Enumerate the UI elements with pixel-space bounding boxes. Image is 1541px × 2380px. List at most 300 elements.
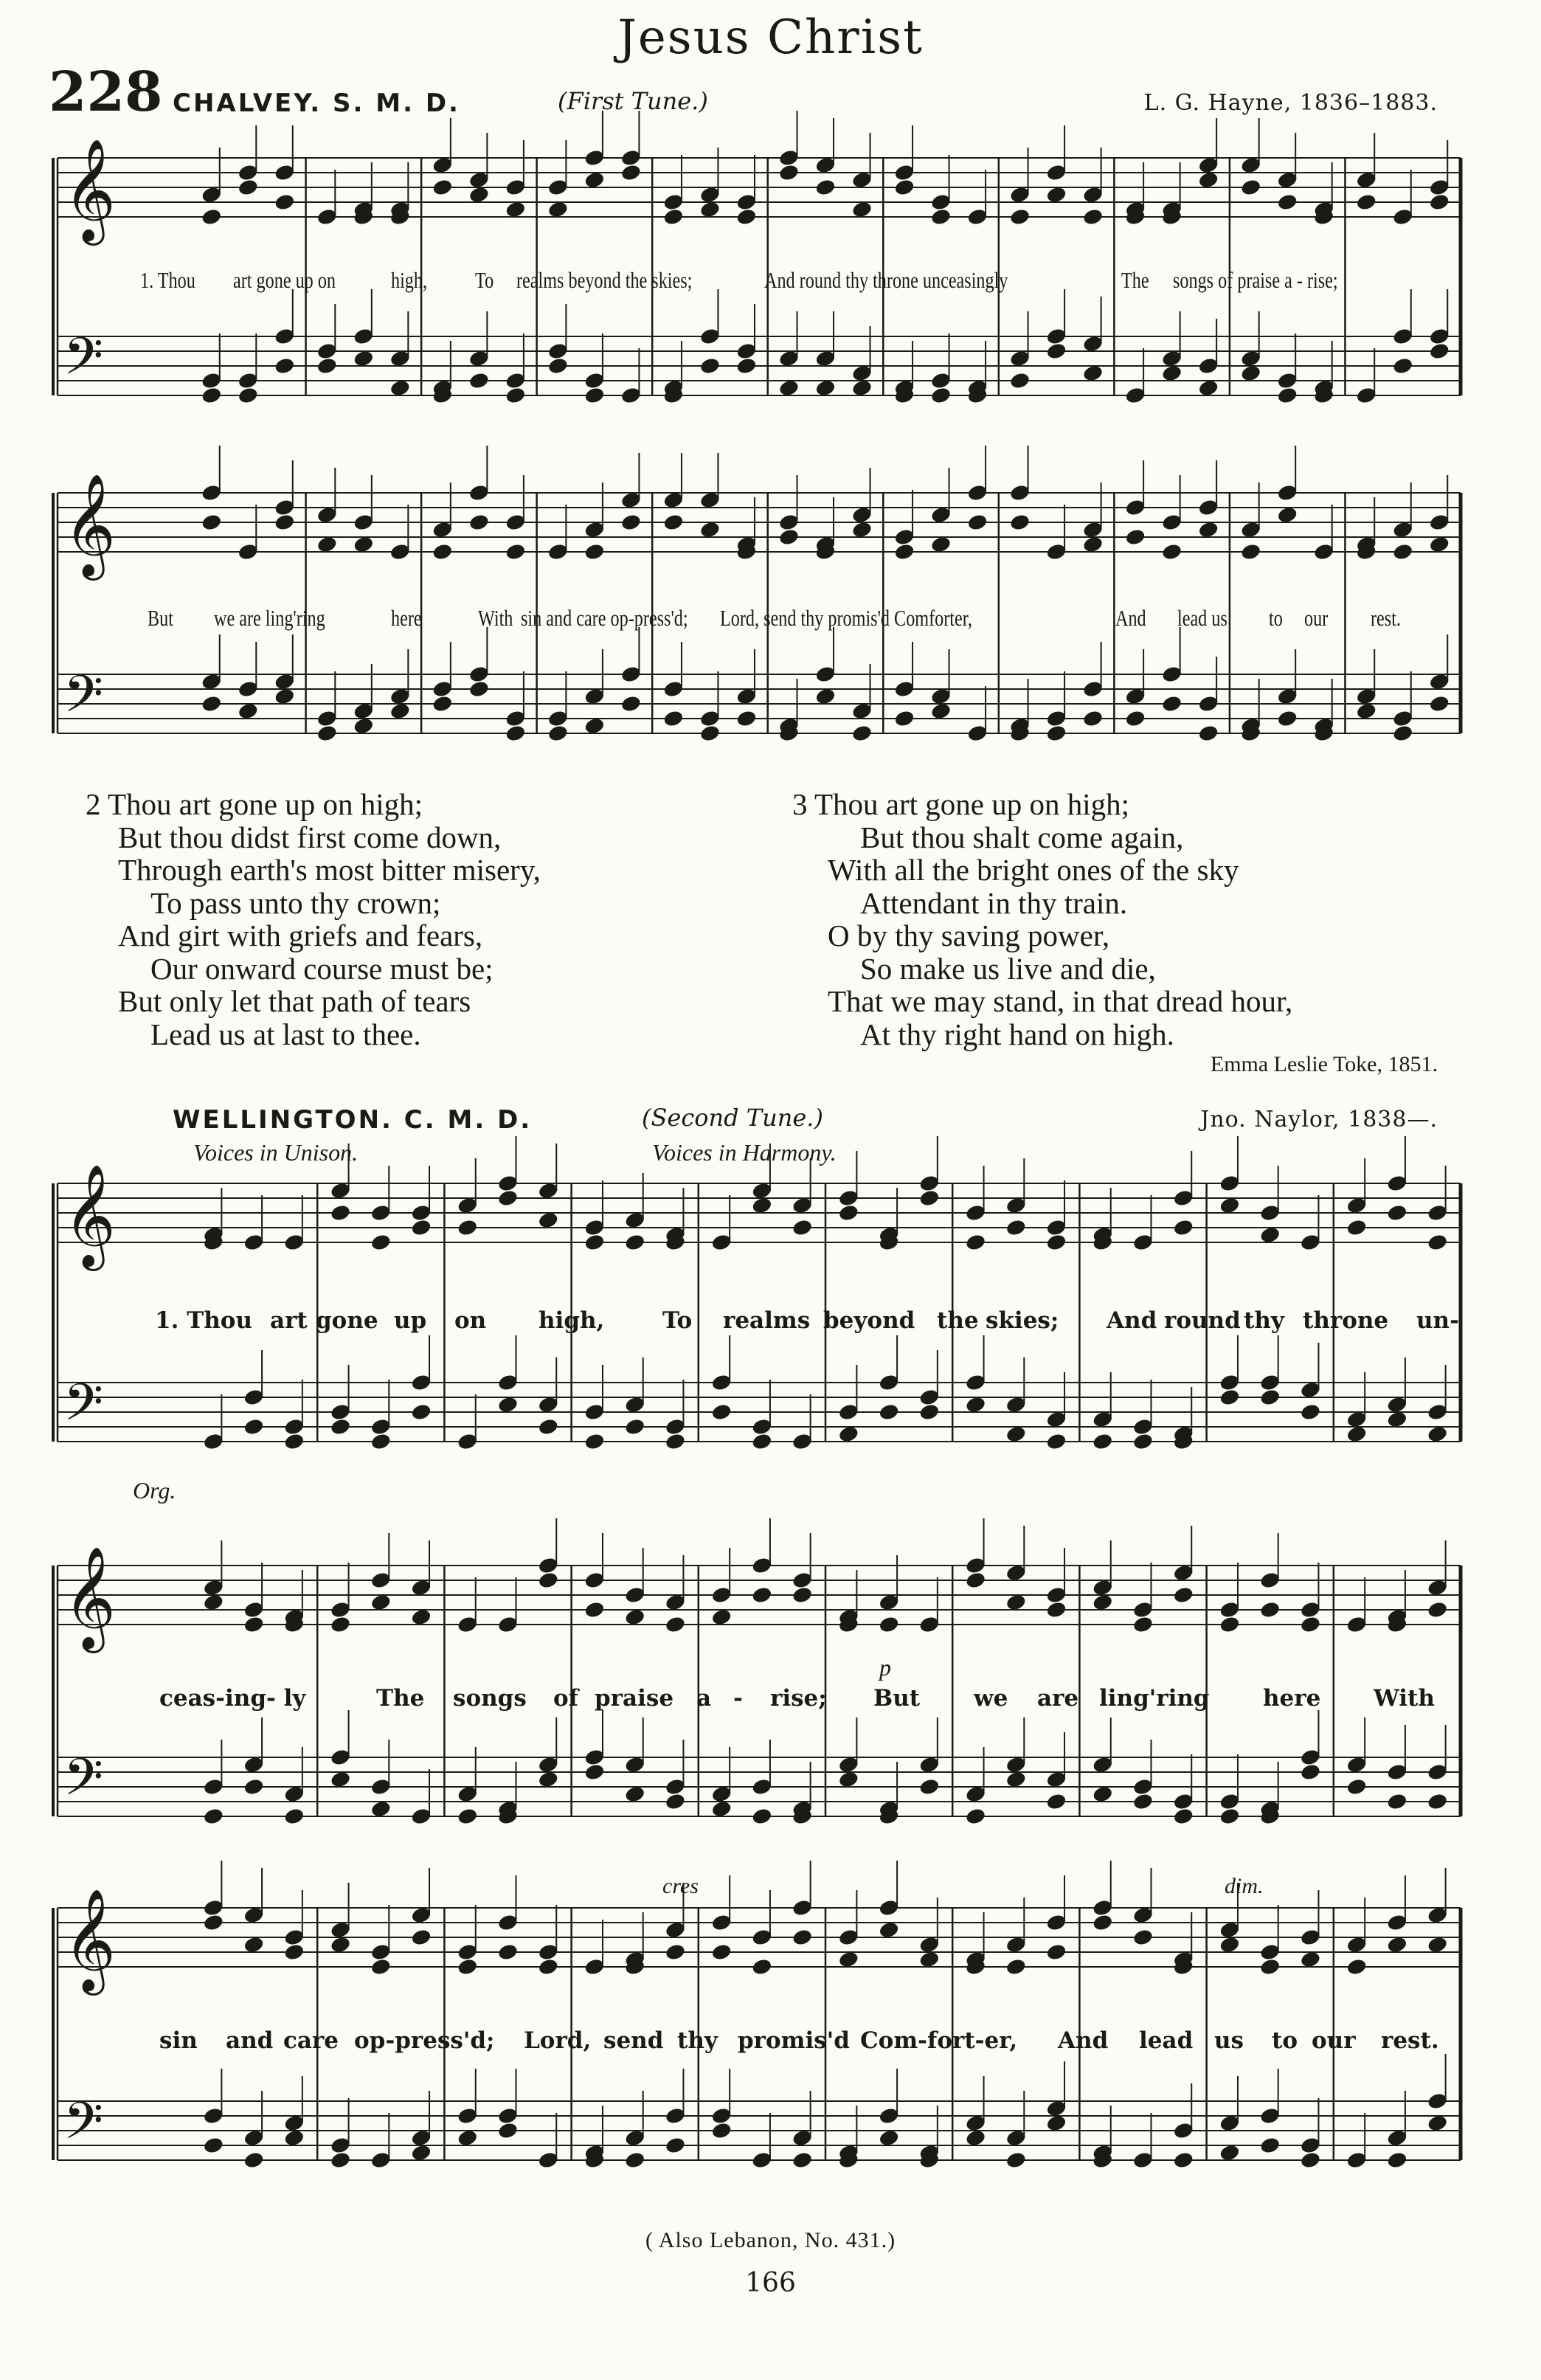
lyric-word: un- xyxy=(1416,1307,1459,1334)
note-head xyxy=(1300,1950,1321,1968)
note-head xyxy=(1092,1785,1113,1803)
note-head xyxy=(583,1233,605,1251)
lyric-word: throne xyxy=(1303,1307,1389,1334)
note-head xyxy=(1045,2114,1067,2132)
note-head xyxy=(1300,1762,1321,1781)
lyric-word: send xyxy=(603,2027,664,2054)
lyric-word: on xyxy=(454,1307,487,1334)
verse-line: So make us live and die, xyxy=(860,951,1156,986)
note-head xyxy=(918,1402,940,1421)
note-head xyxy=(583,1432,605,1450)
lyric-word: Com-fort-er, xyxy=(860,2027,1018,2054)
note-head xyxy=(710,1799,732,1818)
note-head xyxy=(1429,342,1450,360)
note-head xyxy=(1219,1388,1240,1406)
note-head xyxy=(1300,1402,1321,1421)
note-head xyxy=(751,1585,772,1604)
lyric-word: the xyxy=(937,1307,979,1334)
note-head xyxy=(1427,1600,1448,1619)
note-head xyxy=(965,1233,986,1251)
lyric-line: lead us xyxy=(1177,605,1227,631)
lyric-word: - xyxy=(733,1685,743,1712)
lyric-line: With xyxy=(478,605,513,631)
note-head xyxy=(274,687,295,705)
note-head xyxy=(893,709,915,727)
lyric-line: 1. Thou xyxy=(140,267,195,293)
note-head xyxy=(1300,2151,1321,2169)
note-head xyxy=(699,520,721,539)
note-head xyxy=(1045,342,1067,360)
note-head xyxy=(1045,1600,1067,1619)
note-head xyxy=(1009,207,1031,226)
note-head xyxy=(1276,386,1298,404)
lyric-word: round xyxy=(1164,1307,1241,1334)
lyric-word: And xyxy=(1107,1307,1157,1334)
note-head xyxy=(274,193,295,211)
verse-line: But only let that path of tears xyxy=(118,984,471,1018)
note-head xyxy=(1392,724,1413,742)
lyric-word: praise xyxy=(595,1685,674,1712)
note-head xyxy=(778,527,800,546)
note-head xyxy=(710,1402,732,1421)
verse-line: But thou shalt come again, xyxy=(860,820,1184,854)
note-head xyxy=(851,724,873,742)
direction-unison: Voices in Unison. xyxy=(193,1139,359,1166)
note-head xyxy=(1005,1425,1027,1443)
note-head xyxy=(1219,1196,1240,1214)
note-head xyxy=(1386,1935,1407,1954)
lyric-word: we xyxy=(974,1685,1008,1712)
note-head xyxy=(1082,709,1104,727)
lyric-word: To xyxy=(662,1307,693,1334)
lyric-word: high, xyxy=(539,1307,605,1334)
note-head xyxy=(814,687,836,705)
note-head xyxy=(751,1957,772,1976)
note-head xyxy=(1427,1792,1448,1810)
lyric-word: ceas-ing- ly xyxy=(159,1685,306,1712)
note-head xyxy=(930,386,952,404)
note-head xyxy=(1005,1957,1027,1976)
verse-number: 2 xyxy=(86,787,101,821)
note-head xyxy=(965,1571,986,1589)
note-head xyxy=(1092,1593,1113,1611)
lyric-line: sin and care op-press'd; xyxy=(521,605,688,631)
note-head xyxy=(1173,1218,1194,1236)
lyric-word: ling'ring xyxy=(1099,1685,1210,1712)
note-head xyxy=(1124,527,1146,546)
note-head xyxy=(966,513,988,531)
note-head xyxy=(1259,1225,1281,1244)
note-head xyxy=(710,1608,732,1626)
note-head xyxy=(1240,178,1261,196)
lyric-line: rest. xyxy=(1371,605,1401,631)
lyric-word: are xyxy=(1037,1685,1079,1712)
note-head xyxy=(838,1425,859,1443)
note-head xyxy=(1132,1432,1154,1450)
lyric-line: 1. Thou xyxy=(155,1307,252,1334)
note-head xyxy=(1429,694,1450,713)
note-head xyxy=(243,2151,264,2169)
note-head xyxy=(1386,2151,1407,2169)
note-head xyxy=(778,163,800,181)
note-head xyxy=(665,1432,686,1450)
note-head xyxy=(468,371,490,390)
note-head xyxy=(624,1417,645,1436)
note-head xyxy=(389,702,411,720)
note-head xyxy=(624,1785,645,1803)
note-head xyxy=(1355,702,1376,720)
note-head xyxy=(1300,1615,1321,1633)
lyric-word: up xyxy=(394,1307,427,1334)
note-head xyxy=(432,694,453,713)
note-head xyxy=(930,207,952,226)
note-head xyxy=(468,679,490,698)
note-head xyxy=(457,2128,478,2147)
note-head xyxy=(505,386,526,404)
note-head xyxy=(274,513,295,531)
note-head xyxy=(497,2121,519,2139)
note-head xyxy=(1045,1943,1067,1961)
note-head xyxy=(620,163,642,181)
verse-line: Thou art gone up on high; xyxy=(108,787,423,821)
lyric-word: our xyxy=(1312,2027,1356,2054)
lyric-word: a xyxy=(696,1685,712,1712)
note-head xyxy=(201,386,222,404)
lyric-word: sin xyxy=(159,2027,198,2054)
note-head xyxy=(457,1218,478,1236)
note-head xyxy=(1197,520,1219,539)
note-head xyxy=(778,378,800,397)
lyric-line: realms beyond the skies; xyxy=(516,267,693,293)
note-head xyxy=(1219,1935,1240,1954)
treble-clef: 𝄞 xyxy=(63,1889,116,1991)
lyric-word: Lord, xyxy=(524,2027,592,2054)
lyric-word: lead xyxy=(1139,2027,1194,2054)
lyric-line: songs of praise a - rise; xyxy=(1173,267,1338,293)
note-head xyxy=(1132,1615,1154,1633)
bass-clef: 𝄢 xyxy=(63,326,104,398)
note-head xyxy=(457,1957,478,1976)
note-head xyxy=(468,513,490,531)
note-head xyxy=(243,1417,264,1436)
note-head xyxy=(538,1211,559,1229)
note-head xyxy=(538,1957,559,1976)
note-head xyxy=(538,1571,559,1589)
note-head xyxy=(243,1777,264,1796)
note-head xyxy=(330,1770,351,1788)
note-head xyxy=(710,2121,732,2139)
bass-clef: 𝄢 xyxy=(63,1372,104,1445)
note-head xyxy=(965,1395,986,1414)
bass-clef: 𝄢 xyxy=(63,2091,104,2163)
note-head xyxy=(201,694,222,713)
note-head xyxy=(330,1417,351,1436)
page-title: Jesus Christ xyxy=(617,10,924,65)
note-head xyxy=(1045,1233,1067,1251)
lyric-line: To xyxy=(475,267,494,293)
note-head xyxy=(1005,1770,1027,1788)
note-head xyxy=(389,378,411,397)
verse-line: Thou art gone up on high; xyxy=(814,787,1130,821)
note-head xyxy=(851,378,873,397)
note-head xyxy=(918,1777,940,1796)
note-head xyxy=(1045,724,1067,742)
hymn-author: Emma Leslie Toke, 1851. xyxy=(1210,1052,1438,1076)
note-head xyxy=(878,1615,899,1633)
note-head xyxy=(410,1218,432,1236)
note-head xyxy=(583,716,605,735)
verse-line: Lead us at last to thee. xyxy=(150,1017,421,1051)
note-head xyxy=(497,1189,519,1207)
note-head xyxy=(1259,1388,1281,1406)
note-head xyxy=(370,1233,392,1251)
note-head xyxy=(1429,193,1450,211)
note-head xyxy=(1355,193,1376,211)
note-head xyxy=(662,513,684,531)
verse-line: At thy right hand on high. xyxy=(860,1017,1174,1051)
note-head xyxy=(751,1432,772,1450)
verse-line: Through earth's most bitter misery, xyxy=(118,853,541,887)
note-head xyxy=(1009,371,1031,390)
note-head xyxy=(583,1600,605,1619)
note-head xyxy=(1219,1807,1240,1825)
lyric-word: gone xyxy=(316,1307,378,1334)
note-head xyxy=(583,170,605,189)
lyric-line: high, xyxy=(391,267,428,293)
note-head xyxy=(1005,1218,1027,1236)
note-head xyxy=(851,200,873,218)
treble-clef: 𝄞 xyxy=(63,474,116,576)
note-head xyxy=(1005,1593,1027,1611)
note-head xyxy=(538,1770,559,1788)
note-head xyxy=(893,542,915,561)
note-head xyxy=(203,2136,224,2154)
treble-clef: 𝄞 xyxy=(63,1164,116,1267)
note-head xyxy=(751,1807,772,1825)
lyric-word: op-press'd; xyxy=(354,2027,495,2054)
lyric-line: our xyxy=(1304,605,1329,631)
note-head xyxy=(1045,1432,1067,1450)
note-head xyxy=(1240,542,1261,561)
lyric-line: And xyxy=(1115,605,1146,631)
footer-note: ( Also Lebanon, No. 431.) xyxy=(645,2228,896,2252)
hymn-number: 228 xyxy=(49,60,163,124)
note-head xyxy=(283,1943,305,1961)
note-head xyxy=(1386,1410,1407,1428)
note-head xyxy=(792,1585,813,1604)
first-tune-composer: L. G. Hayne, 1836–1883. xyxy=(1143,90,1438,116)
lyric-word: skies; xyxy=(986,1307,1059,1334)
note-head xyxy=(1009,513,1031,531)
note-head xyxy=(316,356,338,375)
note-head xyxy=(1346,1218,1367,1236)
note-head xyxy=(1386,1203,1407,1222)
note-head xyxy=(699,200,721,218)
note-head xyxy=(432,178,453,196)
note-head xyxy=(1259,1957,1281,1976)
note-head xyxy=(1219,2143,1240,2162)
note-head xyxy=(1240,364,1261,382)
note-head xyxy=(370,1799,392,1818)
second-tune-label: (Second Tune.) xyxy=(642,1104,823,1132)
first-tune-label: (First Tune.) xyxy=(558,87,708,115)
direction-harmony: Voices in Harmony. xyxy=(652,1139,837,1166)
note-head xyxy=(1132,1792,1154,1810)
note-head xyxy=(1346,1957,1367,1976)
note-head xyxy=(201,207,222,226)
note-head xyxy=(505,200,526,218)
note-head xyxy=(1092,1432,1113,1450)
note-head xyxy=(1276,505,1298,524)
note-head xyxy=(965,2128,986,2147)
note-head xyxy=(838,1770,859,1788)
note-head xyxy=(878,1402,899,1421)
lyric-word: here xyxy=(1263,1685,1321,1712)
note-head xyxy=(1276,709,1298,727)
note-head xyxy=(1197,724,1219,742)
note-head xyxy=(203,1913,224,1931)
note-head xyxy=(965,1807,986,1825)
note-head xyxy=(1045,185,1067,204)
note-head xyxy=(1392,542,1413,561)
verse-line: That we may stand, in that dread hour, xyxy=(828,984,1293,1018)
verse-line: Attendant in thy train. xyxy=(860,885,1128,920)
treble-clef: 𝄞 xyxy=(63,139,116,241)
note-head xyxy=(203,1593,224,1611)
note-head xyxy=(432,542,453,561)
note-head xyxy=(792,2151,813,2169)
note-head xyxy=(283,1432,305,1450)
verse-2 xyxy=(86,788,541,1051)
lyric-word: The xyxy=(376,1685,425,1712)
note-head xyxy=(814,178,836,196)
verse-number: 3 xyxy=(792,787,808,821)
note-head xyxy=(792,1218,813,1236)
lyric-word: realms xyxy=(723,1307,811,1334)
note-head xyxy=(238,386,259,404)
note-head xyxy=(930,702,952,720)
second-tune-name: WELLINGTON. C. M. D. xyxy=(173,1105,533,1135)
bass-clef: 𝄢 xyxy=(63,1747,104,1819)
note-head xyxy=(1427,1425,1448,1443)
lyric-word: With xyxy=(1374,1685,1435,1712)
note-head xyxy=(201,513,222,531)
note-head xyxy=(1124,709,1146,727)
note-head xyxy=(662,207,684,226)
first-tune-name: CHALVEY. S. M. D. xyxy=(173,89,460,118)
note-head xyxy=(283,1807,305,1825)
note-head xyxy=(1197,170,1219,189)
note-head xyxy=(283,2128,305,2147)
note-head xyxy=(620,694,642,713)
note-head xyxy=(243,1935,264,1954)
note-head xyxy=(620,513,642,531)
note-head xyxy=(1173,2151,1194,2169)
note-head xyxy=(353,349,374,367)
note-head xyxy=(1197,378,1219,397)
note-head xyxy=(370,1957,392,1976)
lyric-line: The xyxy=(1121,267,1149,293)
note-head xyxy=(838,1203,859,1222)
note-head xyxy=(1427,1233,1448,1251)
note-head xyxy=(547,724,569,742)
lyric-word: care xyxy=(283,2027,339,2054)
note-head xyxy=(699,356,721,375)
page-number: 166 xyxy=(745,2268,796,2298)
note-head xyxy=(1082,364,1104,382)
note-head xyxy=(1092,1913,1113,1931)
note-head xyxy=(624,1608,645,1626)
note-head xyxy=(735,207,757,226)
lyric-word: beyond xyxy=(823,1307,915,1334)
verse-line: But thou didst first come down, xyxy=(118,820,502,854)
lyric-line: Lord, send thy promis'd Comforter, xyxy=(720,605,972,631)
treble-clef: 𝄞 xyxy=(63,1546,116,1649)
note-head xyxy=(662,709,684,727)
note-head xyxy=(751,1196,772,1214)
note-head xyxy=(547,200,569,218)
note-head xyxy=(792,1928,813,1946)
lyric-line: here xyxy=(391,605,422,631)
note-head xyxy=(505,724,526,742)
lyric-line: And round thy throne unceasingly xyxy=(764,267,1008,293)
note-head xyxy=(1161,542,1182,561)
note-head xyxy=(370,1432,392,1450)
note-head xyxy=(878,2128,899,2147)
dynamic-dim: dim. xyxy=(1225,1874,1264,1898)
note-head xyxy=(1346,1777,1367,1796)
note-head xyxy=(1161,364,1182,382)
note-head xyxy=(410,1608,432,1626)
dynamic-cres: cres xyxy=(662,1874,699,1898)
note-head xyxy=(330,1935,351,1954)
second-tune-composer: Jno. Naylor, 1838—. xyxy=(1200,1107,1438,1132)
note-head xyxy=(583,386,605,404)
note-head xyxy=(1082,207,1104,226)
note-head xyxy=(1429,535,1450,553)
lyric-word: rest. xyxy=(1381,2027,1439,2054)
note-head xyxy=(1427,2114,1448,2132)
note-head xyxy=(316,535,338,553)
lyric-word: songs xyxy=(453,1685,527,1712)
lyric-word: promis'd xyxy=(738,2027,850,2054)
dynamic-piano: p xyxy=(879,1654,891,1681)
note-head xyxy=(1173,1585,1194,1604)
lyric-line: But xyxy=(148,605,173,631)
note-head xyxy=(203,1807,224,1825)
note-head xyxy=(330,1203,351,1222)
note-head xyxy=(735,356,757,375)
lyric-word: to xyxy=(1272,2027,1298,2054)
note-head xyxy=(353,716,374,735)
note-head xyxy=(665,1792,686,1810)
note-head xyxy=(1392,356,1413,375)
verse-line: And girt with griefs and fears, xyxy=(118,919,483,952)
note-head xyxy=(624,2151,645,2169)
note-head xyxy=(497,1943,519,1961)
note-head xyxy=(1427,1935,1448,1954)
note-head xyxy=(457,1807,478,1825)
note-head xyxy=(1161,694,1182,713)
note-head xyxy=(330,2151,351,2169)
lyric-word: art xyxy=(270,1307,308,1334)
note-head xyxy=(316,724,338,742)
verse-line: With all the bright ones of the sky xyxy=(828,853,1239,887)
note-head xyxy=(710,1943,732,1961)
note-head xyxy=(468,185,490,204)
direction-organ: Org. xyxy=(133,1477,176,1504)
note-head xyxy=(1132,1928,1154,1946)
